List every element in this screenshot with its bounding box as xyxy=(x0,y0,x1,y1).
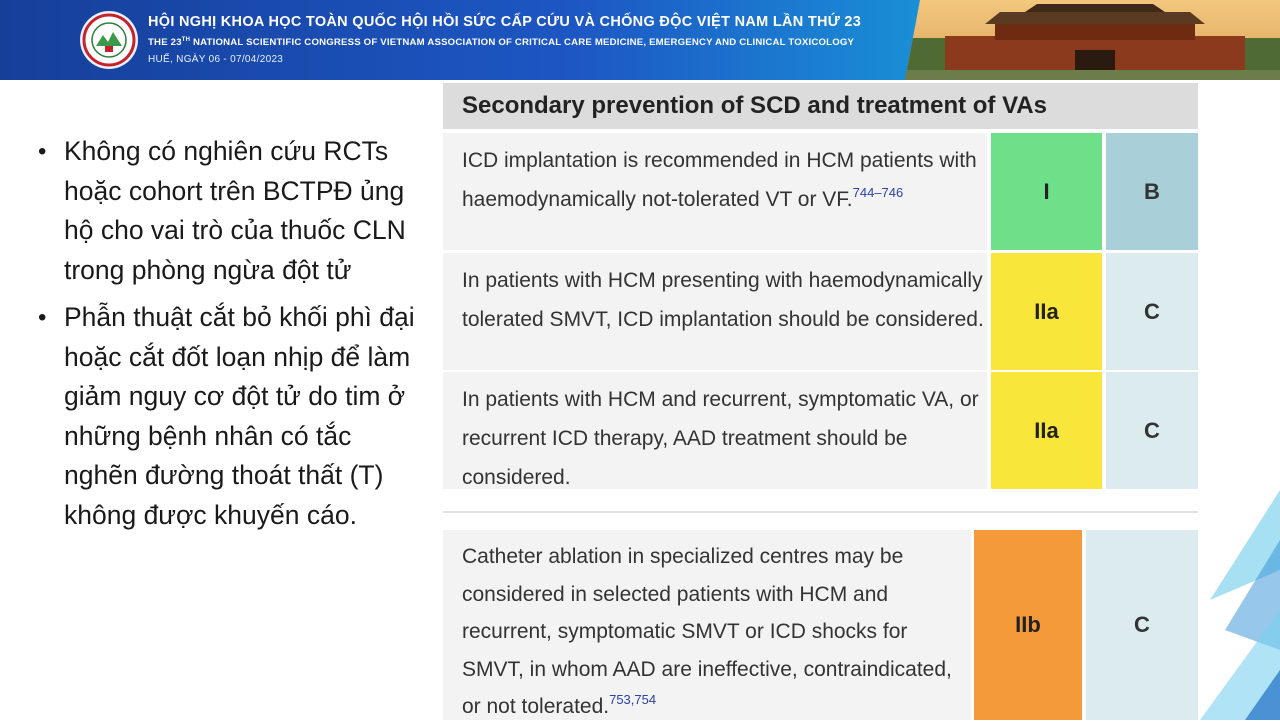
class-cell: IIb xyxy=(974,530,1082,720)
bullet-item: • Phẫn thuật cắt bỏ khối phì đại hoặc cắt đốt loạn nhịp để làm giảm nguy cơ đột tử do tim ở những bệnh nhân có tắc nghẽn đường thoát thất (T) không được khuyến cáo. xyxy=(38,298,418,535)
table-row xyxy=(443,133,1198,250)
table-row xyxy=(443,530,1198,720)
conference-title: HỘI NGHỊ KHOA HỌC TOÀN QUỐC HỘI HỒI SỨC CẤP CỨU VÀ CHỐNG ĐỘC VIỆT NAM LẦN THỨ 23 xyxy=(148,14,862,30)
level-cell: C xyxy=(1106,372,1198,489)
level-cell: C xyxy=(1086,530,1198,720)
table-row xyxy=(443,372,1198,489)
conference-subtitle: THE 23TH NATIONAL SCIENTIFIC CONGRESS OF VIETNAM ASSOCIATION OF CRITICAL CARE MEDICINE, EMERGENCY AND CLINICAL TOXICOLOGY xyxy=(148,37,855,49)
decorative-shapes xyxy=(1190,480,1280,720)
bullet-list xyxy=(38,132,418,543)
recommendation-text: ICD implantation is recommended in HCM patients with haemodynamically not-tolerated VT or VF.$^{744-746}$ xyxy=(443,133,987,250)
recommendation-text: Catheter ablation in specialized centres may be considered in selected patients with HCM and recurrent, symptomatic SMVT or ICD shocks for SMVT, in whom AAD are ineffective, contraindicated, or not tolerated.$^{753,754}$ xyxy=(443,530,971,720)
table-divider xyxy=(443,511,1198,513)
reference-number: 744–746 xyxy=(852,185,904,200)
recommendation-text: In patients with HCM presenting with haemodynamically tolerated SMVT, ICD implantation should be considered. xyxy=(443,253,987,370)
table-row xyxy=(443,253,1198,370)
reference-number: 753,754 xyxy=(609,692,657,707)
hue-citadel-photo xyxy=(905,0,1280,80)
class-cell: IIa xyxy=(991,372,1102,489)
conference-date: HUẾ, NGÀY 06 - 07/04/2023 xyxy=(148,54,284,65)
recommendation-text: In patients with HCM and recurrent, symptomatic VA, or recurrent ICD therapy, AAD treatment should be considered. xyxy=(443,372,987,489)
level-cell: C xyxy=(1106,253,1198,370)
bullet-item: • Không có nghiên cứu RCTs hoặc cohort trên BCTPĐ ủng hộ cho vai trò của thuốc CLN trong phòng ngừa đột tử xyxy=(38,132,418,290)
class-cell: I xyxy=(991,133,1102,250)
level-cell: B xyxy=(1106,133,1198,250)
table-heading: Secondary prevention of SCD and treatment of VAs xyxy=(443,83,1198,129)
class-cell: IIa xyxy=(991,253,1102,370)
conference-header xyxy=(0,0,1280,80)
association-logo xyxy=(82,13,136,67)
